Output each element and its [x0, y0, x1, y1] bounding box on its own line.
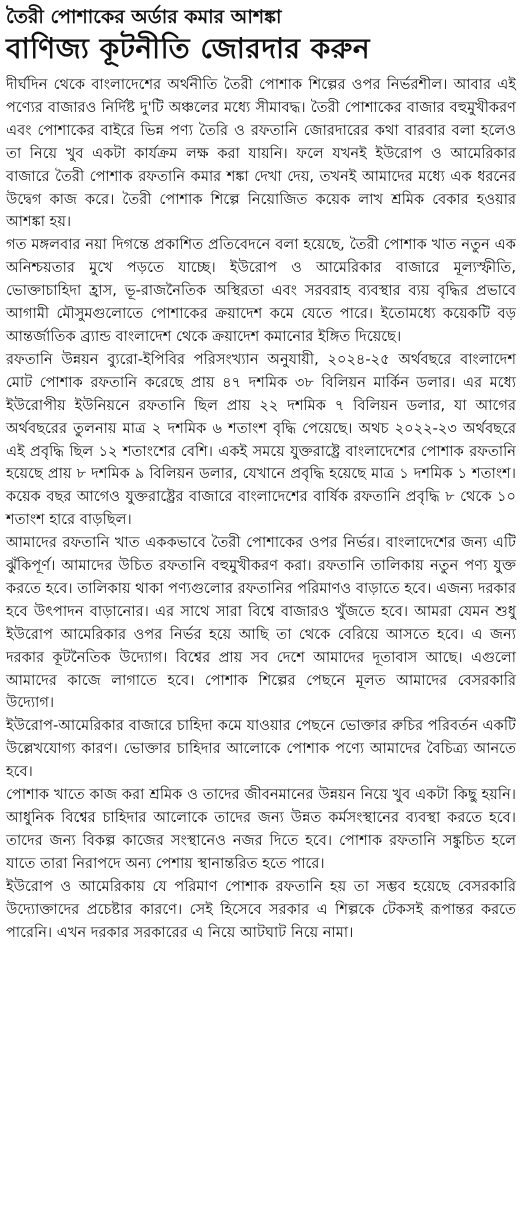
paragraph-1: দীর্ঘদিন থেকে বাংলাদেশের অর্থনীতি তৈরী পোশাক শিল্পের ওপর নির্ভরশীল। আবার এই পণ্যের বাজারও নির্দিষ্ট দু'টি অঞ্চলের মধ্যে সীমাবদ্ধ। তৈরী পোশাকের বাজার বহুমুখীকরণ এবং পোশাকের বাইরে ভিন্ন পণ্য তৈরি ও রফতানি জোরদারের কথা বারবার বলা হলেও তা নিয়ে খুব একটা কার্যক্রম লক্ষ করা যায়নি। ফলে যখনই ইউরোপ ও আমেরিকার বাজারে তৈরী পোশাক রফতানি কমার শঙ্কা দেখা দেয়, তখনই আমাদের মধ্যে এক ধরনের উদ্বেগ কাজ করে। তৈরী পোশাক শিল্পে নিয়োজিত কয়েক লাখ শ্রমিক বেকার হওয়ার আশঙ্কা হয়।	[6, 76, 516, 231]
paragraph-4: আমাদের রফতানি খাত এককভাবে তৈরী পোশাকের ওপর নির্ভর। বাংলাদেশের জন্য এটি ঝুঁকিপূর্ণ। আমাদের উচিত রফতানি বহুমুখীকরণ করা। রফতানি তালিকায় নতুন পণ্য যুক্ত করতে হবে। তালিকায় থাকা পণ্যগুলোর রফতানির পরিমাণও বাড়াতে হবে। এজন্য দরকার হবে উৎপাদন বাড়ানোর। এর সাথে সারা বিশ্বে বাজারও খুঁজতে হবে। আমরা যেমন শুধু ইউরোপ আমেরিকার ওপর নির্ভর হয়ে আছি তা থেকে বেরিয়ে আসতে হবে। এ জন্য দরকার কূটনৈতিক উদ্যোগ। বিশ্বের প্রায় সব দেশে আমাদের দূতাবাস আছে। এগুলো আমাদের কাজে লাগাতে হবে। পোশাক শিল্পের পেছনে মূলত আমাদের বেসরকারি উদ্যোগ।	[6, 534, 516, 712]
paragraph-7: ইউরোপ ও আমেরিকায় যে পরিমাণ পোশাক রফতানি হয় তা সম্ভব হয়েছে বেসরকারি উদ্যোক্তাদের প্রচেষ্টার কারণে। সেই হিসেবে সরকার এ শিল্পকে টেকসই রূপান্তর করতে পারেনি। এখন দরকার সরকারের এ নিয়ে আটঘাট নিয়ে নামা।	[6, 877, 516, 941]
article-body	[6, 74, 516, 944]
paragraph-3: রফতানি উন্নয়ন ব্যুরো-ইপিবির পরিসংখ্যান অনুযায়ী, ২০২৪-২৫ অর্থবছরে বাংলাদেশ মোট পোশাক রফতানি করেছে প্রায় ৪৭ দশমিক ৩৮ বিলিয়ন মার্কিন ডলার। এর মধ্যে ইউরোপীয় ইউনিয়নে রফতানি ছিল প্রায় ২২ দশমিক ৭ বিলিয়ন ডলার, যা আগের অর্থবছরের তুলনায় মাত্র ২ দশমিক ৬ শতাংশ বৃদ্ধি পেয়েছে। অথচ ২০২২-২৩ অর্থবছরে এই প্রবৃদ্ধি ছিল ১২ শতাংশের বেশি। একই সময়ে যুক্তরাষ্ট্রে বাংলাদেশের পোশাক রফতানি হয়েছে প্রায় ৮ দশমিক ৯ বিলিয়ন ডলার, যেখানে প্রবৃদ্ধি হয়েছে মাত্র ১ দশমিক ১ শতাংশ। কয়েক বছর আগেও যুক্তরাষ্ট্রের বাজারে বাংলাদেশের বার্ষিক রফতানি প্রবৃদ্ধি ৮ থেকে ১০ শতাংশ হারে বাড়ছিল।	[6, 350, 516, 529]
paragraph-6: পোশাক খাতে কাজ করা শ্রমিক ও তাদের জীবনমানের উন্নয়ন নিয়ে খুব একটা কিছু হয়নি। আধুনিক বিশ্বের চাহিদার আলোকে তাদের জন্য উন্নত কর্মসংস্থানের ব্যবস্থা করতে হবে। তাদের জন্য বিকল্প কাজের সংস্থানেও নজর দিতে হবে। পোশাক রফতানি সঙ্কুচিত হলে যাতে তারা নিরাপদে অন্য পেশায় স্থানান্তরিত হতে পারে।	[6, 786, 516, 872]
paragraph-2: গত মঙ্গলবার নয়া দিগন্তে প্রকাশিত প্রতিবেদনে বলা হয়েছে, তৈরী পোশাক খাত নতুন এক অনিশ্চয়তার মুখে পড়তে যাচ্ছে। ইউরোপ ও আমেরিকার বাজারে মূল্যস্ফীতি, ভোক্তাচাহিদা হ্রাস, ভূ-রাজনৈতিক অস্থিরতা এবং সরবরাহ ব্যবস্থার ব্যয় বৃদ্ধির প্রভাবে আগামী মৌসুমগুলোতে পোশাকের ক্রয়াদেশ কমে যেতে পারে। ইতোমধ্যে কয়েকটি বড় আন্তর্জাতিক ব্র্যান্ড বাংলাদেশ থেকে ক্রয়াদেশ কমানোর ইঙ্গিত দিয়েছে।	[6, 236, 516, 345]
article-kicker: তৈরী পোশাকের অর্ডার কমার আশঙ্কা	[6, 6, 282, 28]
article-headline: বাণিজ্য কূটনীতি জোরদার করুন	[6, 32, 371, 65]
paragraph-5: ইউরোপ-আমেরিকার বাজারে চাহিদা কমে যাওয়ার পেছনে ভোক্তার রুচির পরিবর্তন একটি উল্লেখযোগ্য কারণ। ভোক্তার চাহিদার আলোকে পোশাক পণ্যে আমাদের বৈচিত্র্য আনতে হবে।	[6, 717, 516, 781]
